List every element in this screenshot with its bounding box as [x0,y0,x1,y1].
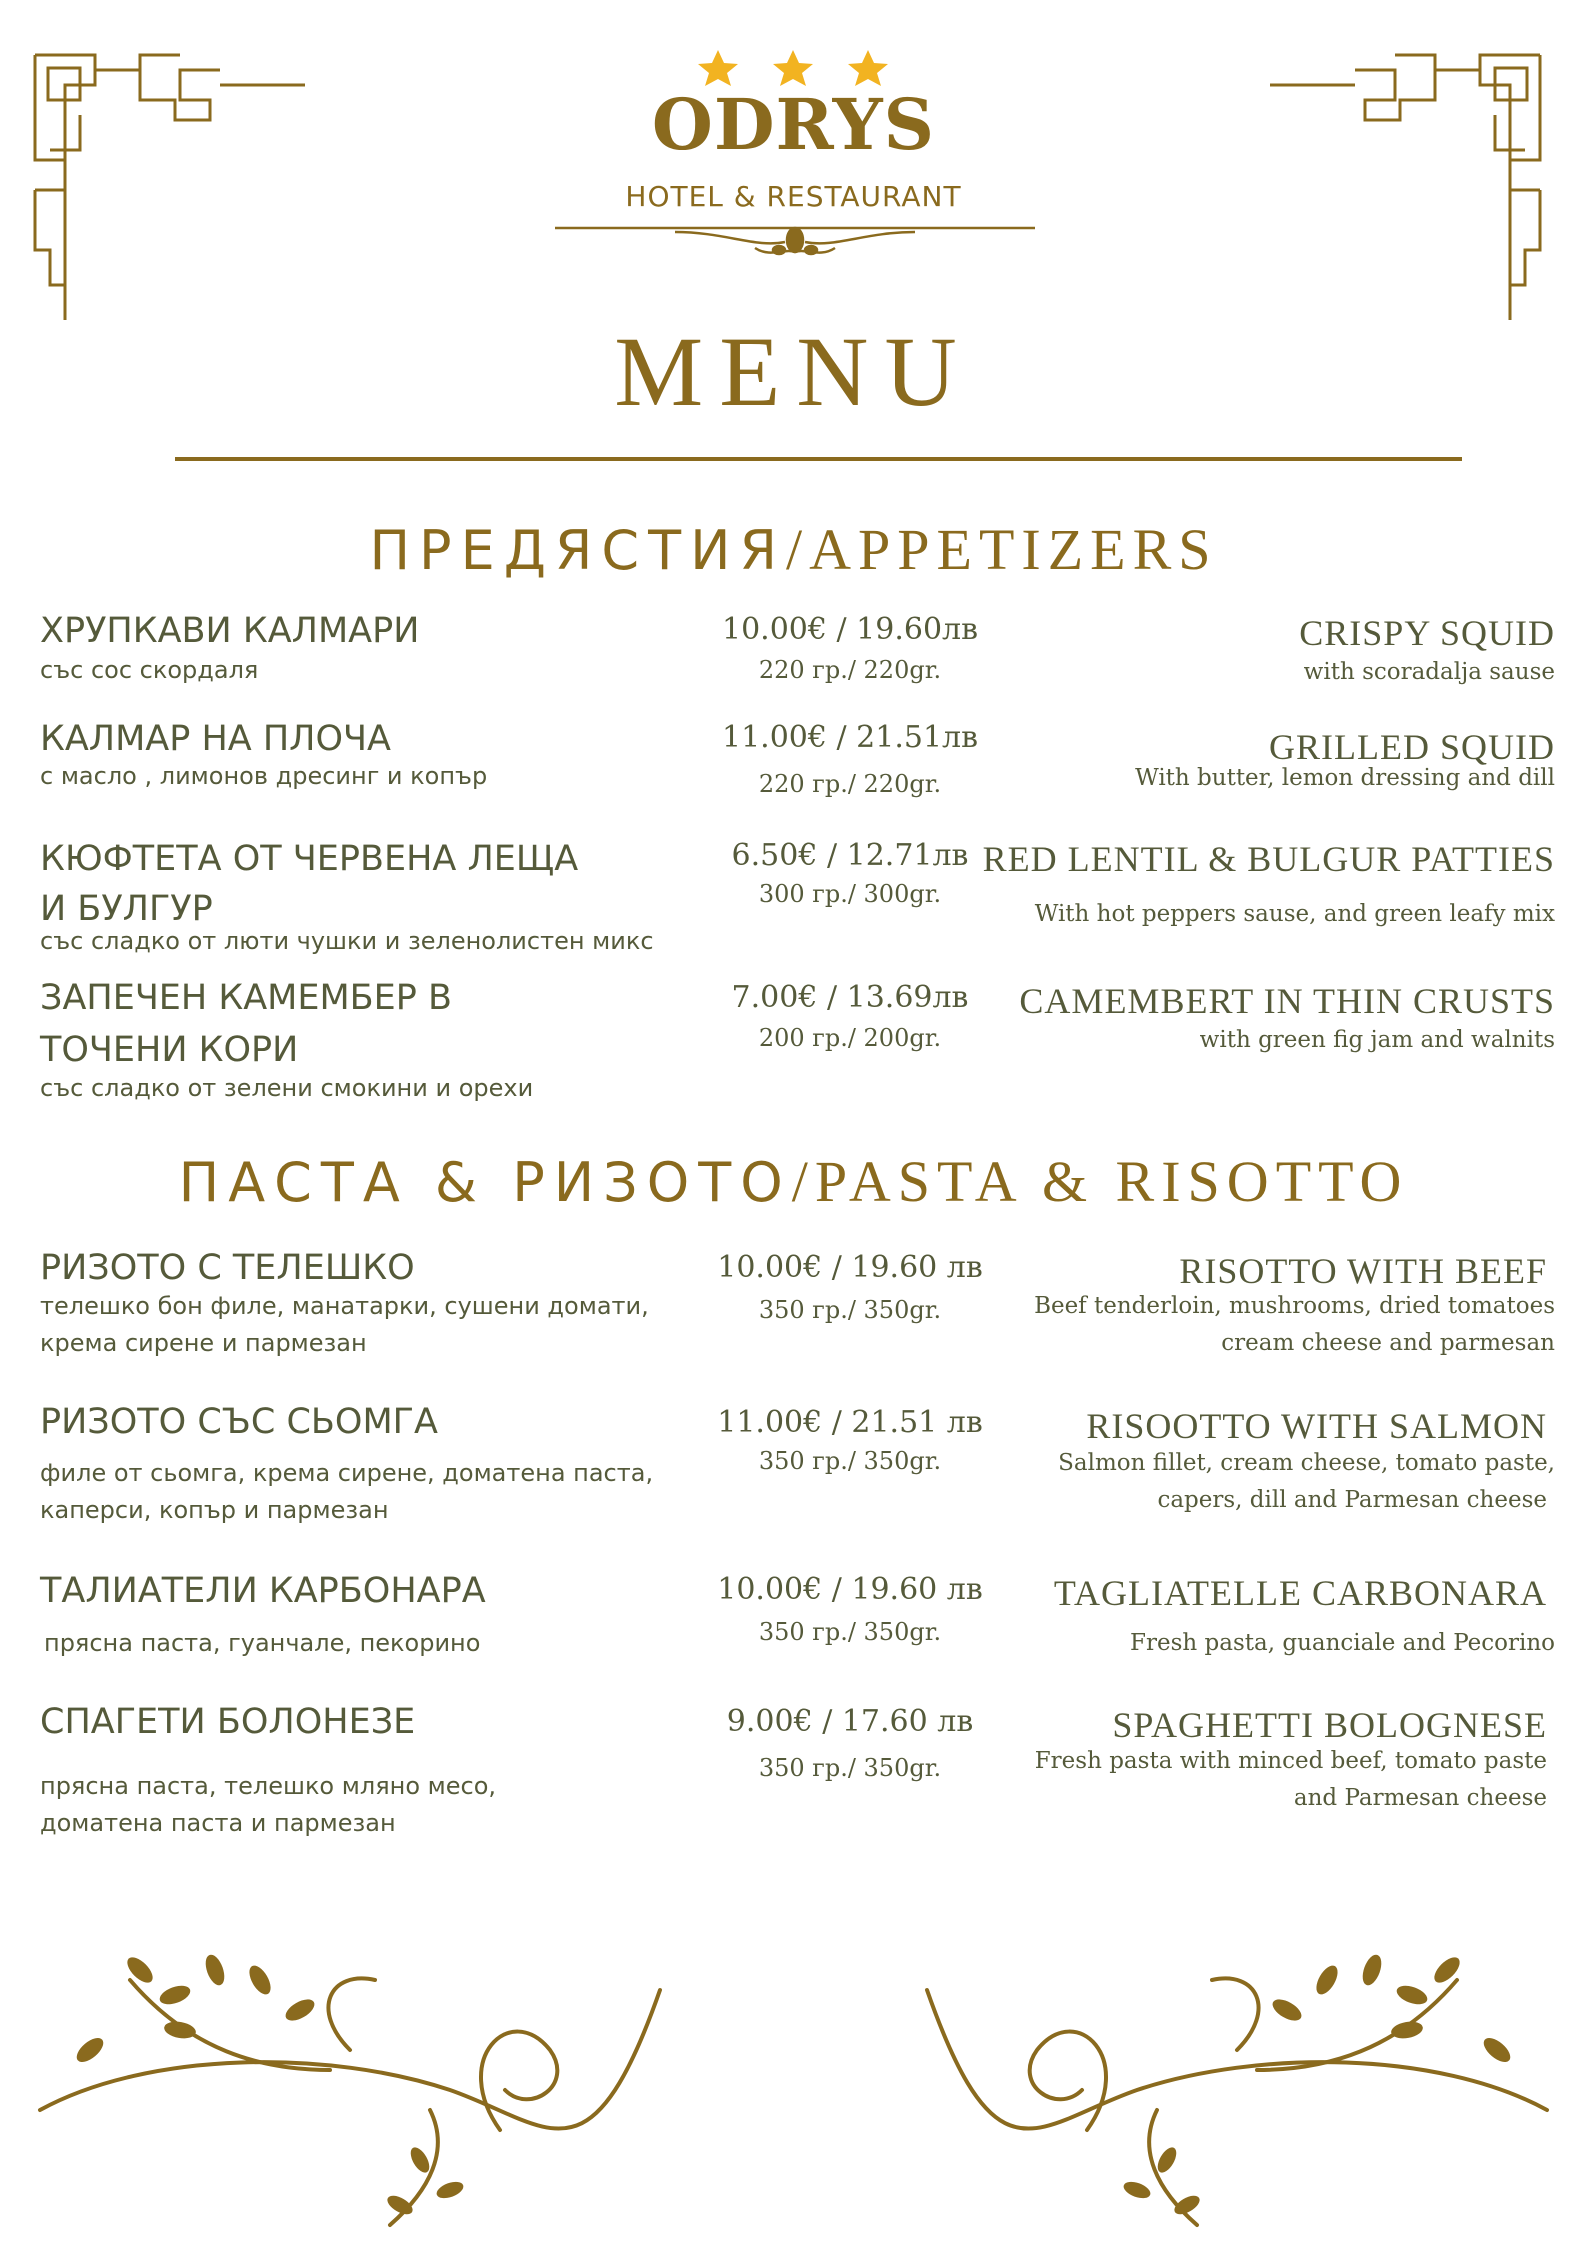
floral-flourish-bottom-right-icon [907,1940,1557,2230]
dish-price: 10.00€ / 19.60лв [722,612,978,647]
dish-bg-description: със сос скордаля [40,656,259,684]
dish-bg-name: ТОЧЕНИ КОРИ [40,1030,299,1070]
dish-en-description: capers, dill and Parmesan cheese [1157,1487,1547,1513]
section-title-pasta-bg: ПАСТА & РИЗОТО [178,1151,792,1214]
dish-en-description: with scoradalja sause [1303,659,1555,685]
dish-en-description: with green fig jam and walnits [1199,1027,1555,1053]
dish-bg-description: прясна паста, гуанчале, пекорино [44,1629,481,1657]
dish-bg-name: КАЛМАР НА ПЛОЧА [40,719,391,759]
dish-bg-name: СПАГЕТИ БОЛОНЕЗЕ [40,1702,416,1742]
dish-en-name: TAGLIATELLE CARBONARA [1053,1573,1547,1613]
hotel-stars-icon [693,48,893,88]
dish-en-name: RISOOTTO WITH SALMON [1086,1406,1547,1446]
dish-weight: 220 гр./ 220gr. [758,656,942,684]
dish-price: 11.00€ / 21.51 лв [717,1405,983,1440]
dish-en-name: CRISPY SQUID [1299,613,1555,653]
dish-en-name: SPAGHETTI BOLOGNESE [1112,1705,1547,1745]
logo-flourish-icon [555,218,1035,268]
section-title-appetizers [0,518,1587,582]
dish-weight: 300 гр./ 300gr. [758,880,942,908]
dish-weight: 350 гр./ 350gr. [758,1754,942,1782]
dish-price: 10.00€ / 19.60 лв [717,1250,983,1285]
dish-bg-name: ХРУПКАВИ КАЛМАРИ [40,611,420,651]
dish-weight: 350 гр./ 350gr. [758,1618,942,1646]
dish-bg-description: със сладко от люти чушки и зеленолистен микс [40,927,654,955]
dish-en-description: With butter, lemon dressing and dill [1135,765,1555,791]
corner-ornament-top-right [1265,50,1545,330]
dish-bg-description: доматена паста и пармезан [40,1809,396,1837]
dish-en-name: RISOTTO WITH BEEF [1179,1251,1547,1291]
dish-en-name: RED LENTIL & BULGUR PATTIES [982,839,1555,879]
dish-weight: 350 гр./ 350gr. [758,1296,942,1324]
dish-bg-name: И БУЛГУР [40,889,213,929]
dish-en-description: and Parmesan cheese [1293,1785,1547,1811]
dish-price: 6.50€ / 12.71лв [731,838,969,873]
menu-title: MENU [614,316,973,427]
dish-weight: 350 гр./ 350gr. [758,1447,942,1475]
floral-flourish-bottom-left-icon [30,1940,680,2230]
dish-en-description: Salmon fillet, cream cheese, tomato paste, [1058,1450,1555,1476]
dish-bg-description: каперси, копър и пармезан [40,1496,389,1524]
section-title-appetizers-bg: ПРЕДЯСТИЯ [369,519,787,582]
dish-bg-name: РИЗОТО СЪС СЬОМГА [40,1402,438,1442]
dish-price: 9.00€ / 17.60 лв [726,1704,974,1739]
dish-bg-description: прясна паста, телешко мляно месо, [40,1772,497,1800]
dish-bg-description: с масло , лимонов дресинг и копър [40,762,488,790]
dish-bg-name: РИЗОТО С ТЕЛЕШКО [40,1248,415,1288]
dish-en-description: Fresh pasta, guanciale and Pecorino [1130,1630,1555,1656]
dish-bg-name: КЮФТЕТА ОТ ЧЕРВЕНА ЛЕЩА [40,839,579,879]
dish-en-description: cream cheese and parmesan [1221,1330,1555,1356]
dish-price: 11.00€ / 21.51лв [722,720,978,755]
dish-bg-description: телешко бон филе, манатарки, сушени домати, [40,1292,649,1320]
section-title-pasta-en: /PASTA & RISOTTO [791,1149,1409,1214]
dish-bg-description: крема сирене и пармезан [40,1329,367,1357]
dish-en-description: Beef tenderloin, mushrooms, dried tomatoes [1034,1293,1555,1319]
dish-weight: 220 гр./ 220gr. [758,770,942,798]
section-title-appetizers-en: /APPETIZERS [786,517,1218,582]
dish-bg-description: със сладко от зелени смокини и орехи [40,1074,534,1102]
dish-en-description: With hot peppers sause, and green leafy mix [1034,901,1555,927]
dish-weight: 200 гр./ 200gr. [758,1024,942,1052]
dish-price: 7.00€ / 13.69лв [731,980,969,1015]
dish-bg-description: филе от сьомга, крема сирене, доматена паста, [40,1459,654,1487]
dish-en-name: GRILLED SQUID [1269,727,1555,767]
dish-bg-name: ТАЛИАТЕЛИ КАРБОНАРА [40,1571,486,1611]
brand-logo: ODRYS [651,83,936,166]
brand-subtitle: HOTEL & RESTAURANT [625,180,962,213]
dish-price: 10.00€ / 19.60 лв [717,1572,983,1607]
title-divider [175,457,1462,461]
section-title-pasta [0,1150,1587,1214]
dish-en-name: CAMEMBERT IN THIN CRUSTS [1019,981,1555,1021]
dish-en-description: Fresh pasta with minced beef, tomato paste [1034,1748,1547,1774]
dish-bg-name: ЗАПЕЧЕН КАМЕМБЕР В [40,978,453,1018]
corner-ornament-top-left [30,50,310,330]
